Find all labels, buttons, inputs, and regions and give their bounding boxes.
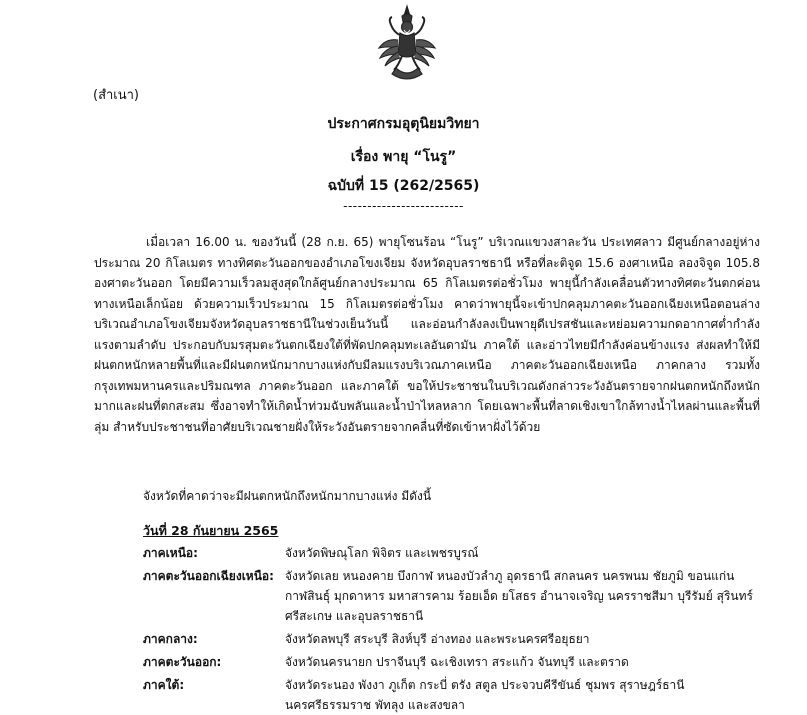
region-provinces: จังหวัดนครนายก ปราจีนบุรี ฉะเชิงเทรา สระแก้ว จันทบุรี และตราด (285, 655, 629, 669)
region-name: ภาคเหนือ: (143, 546, 198, 560)
region-name: ภาคตะวันออก: (143, 655, 222, 669)
region-name: ภาคตะวันออกเฉียงเหนือ: (143, 569, 274, 583)
region-provinces: จังหวัดลพบุรี สระบุรี สิงห์บุรี อ่างทอง และพระนครศรีอยุธยา (285, 632, 590, 646)
region-name: ภาคกลาง: (143, 632, 198, 646)
document-title: ประกาศกรมอุตุนิยมวิทยา (327, 116, 480, 132)
region-provinces: จังหวัดพิษณุโลก พิจิตร และเพชรบูรณ์ (285, 546, 479, 560)
forecast-date-heading: วันที่ 28 กันยายน 2565 (143, 523, 279, 538)
issue-number: ฉบับที่ 15 (262/2565) (327, 178, 480, 194)
region-provinces: จังหวัดระนอง พังงา ภูเก็ต กระบี่ ตรัง สตูล ประจวบคีรีขันธ์ ชุมพร สุราษฎร์ธานี นครศรีธรรมราช พัทลุง และสงขลา (285, 678, 685, 712)
region-row-northeast (143, 566, 773, 626)
region-row-south (143, 675, 773, 715)
region-provinces: จังหวัดเลย หนองคาย บึงกาฬ หนองบัวลำภู อุดรธานี สกลนคร นครพนม ชัยภูมิ ขอนแก่น กาฬสินธุ์ มุกดาหาร มหาสารคาม ร้อยเอ็ด ยโสธร อำนาจเจริญ นครราชสีมา บุรีรัมย์ สุรินทร์ ศรีสะเกษ และอุบลราชธานี (285, 569, 753, 623)
copy-label: (สำเนา) (93, 88, 140, 103)
section-divider: ------------------------- (343, 199, 464, 213)
document-subject: เรื่อง พายุ “โนรู” (350, 149, 457, 165)
province-list-intro: จังหวัดที่คาดว่าจะมีฝนตกหนักถึงหนักมากบางแห่ง มีดังนี้ (143, 489, 432, 503)
region-row-north (143, 543, 773, 563)
announcement-body: เมื่อเวลา 16.00 น. ของวันนี้ (28 ก.ย. 65) พายุโซนร้อน “โนรู” บริเวณแขวงสาละวัน ประเทศลาว มีศูนย์กลางอยู่ห่างประมาณ 20 กิโลเมตร ทางทิศตะวันออกของอำเภอโขงเจียม จังหวัดอุบลราชธานี หรือที่ละติจูด 15.6 องศาเหนือ ลองจิจูด 105.8 องศาตะวันออก โดยมีความเร็วลมสูงสุดใกล้ศูนย์กลางประมาณ 65 กิโลเมตรต่อชั่วโมง พายุนี้กำลังเคลื่อนตัวทางทิศตะวันตกค่อนทางเหนือเล็กน้อย ด้วยความเร็วประมาณ 15 กิโลเมตรต่อชั่วโมง คาดว่าพายุนี้จะเข้าปกคลุมภาคตะวันออกเฉียงเหนือตอนล่าง บริเวณอำเภอโขงเจียมจังหวัดอุบลราชธานีในช่วงเย็นวันนี้ และอ่อนกำลังลงเป็นพายุดีเปรสชันและหย่อมความกดอากาศต่ำกำลังแรงตามลำดับ ประกอบกับมรสุมตะวันตกเฉียงใต้ที่พัดปกคลุมทะเลอันดามัน ภาคใต้ และอ่าวไทยมีกำลังค่อนข้างแรง ส่งผลทำให้มีฝนตกหนักหลายพื้นที่และมีฝนตกหนักมากบางแห่งกับมีลมแรงบริเวณภาคเหนือ ภาคตะวันออกเฉียงเหนือ ภาคกลาง รวมทั้งกรุงเทพมหานครและปริมณฑล ภาคตะวันออก และภาคใต้ ขอให้ประชาชนในบริเวณดังกล่าวระวังอันตรายจากฝนตกหนักถึงหนักมากและฝนที่ตกสะสม ซึ่งอาจทำให้เกิดน้ำท่วมฉับพลันและน้ำป่าไหลหลาก โดยเฉพาะพื้นที่ลาดเชิงเขาใกล้ทางน้ำไหลผ่านและพื้นที่ลุ่ม สำหรับประชาชนที่อาศัยบริเวณชายฝั่งให้ระวังอันตรายจากคลื่นที่ซัดเข้าหาฝั่งไว้ด้วย (94, 235, 760, 434)
region-list (143, 543, 773, 715)
region-row-east (143, 652, 773, 672)
region-name: ภาคใต้: (143, 678, 185, 692)
garuda-emblem-icon (376, 4, 438, 82)
region-row-central (143, 629, 773, 649)
